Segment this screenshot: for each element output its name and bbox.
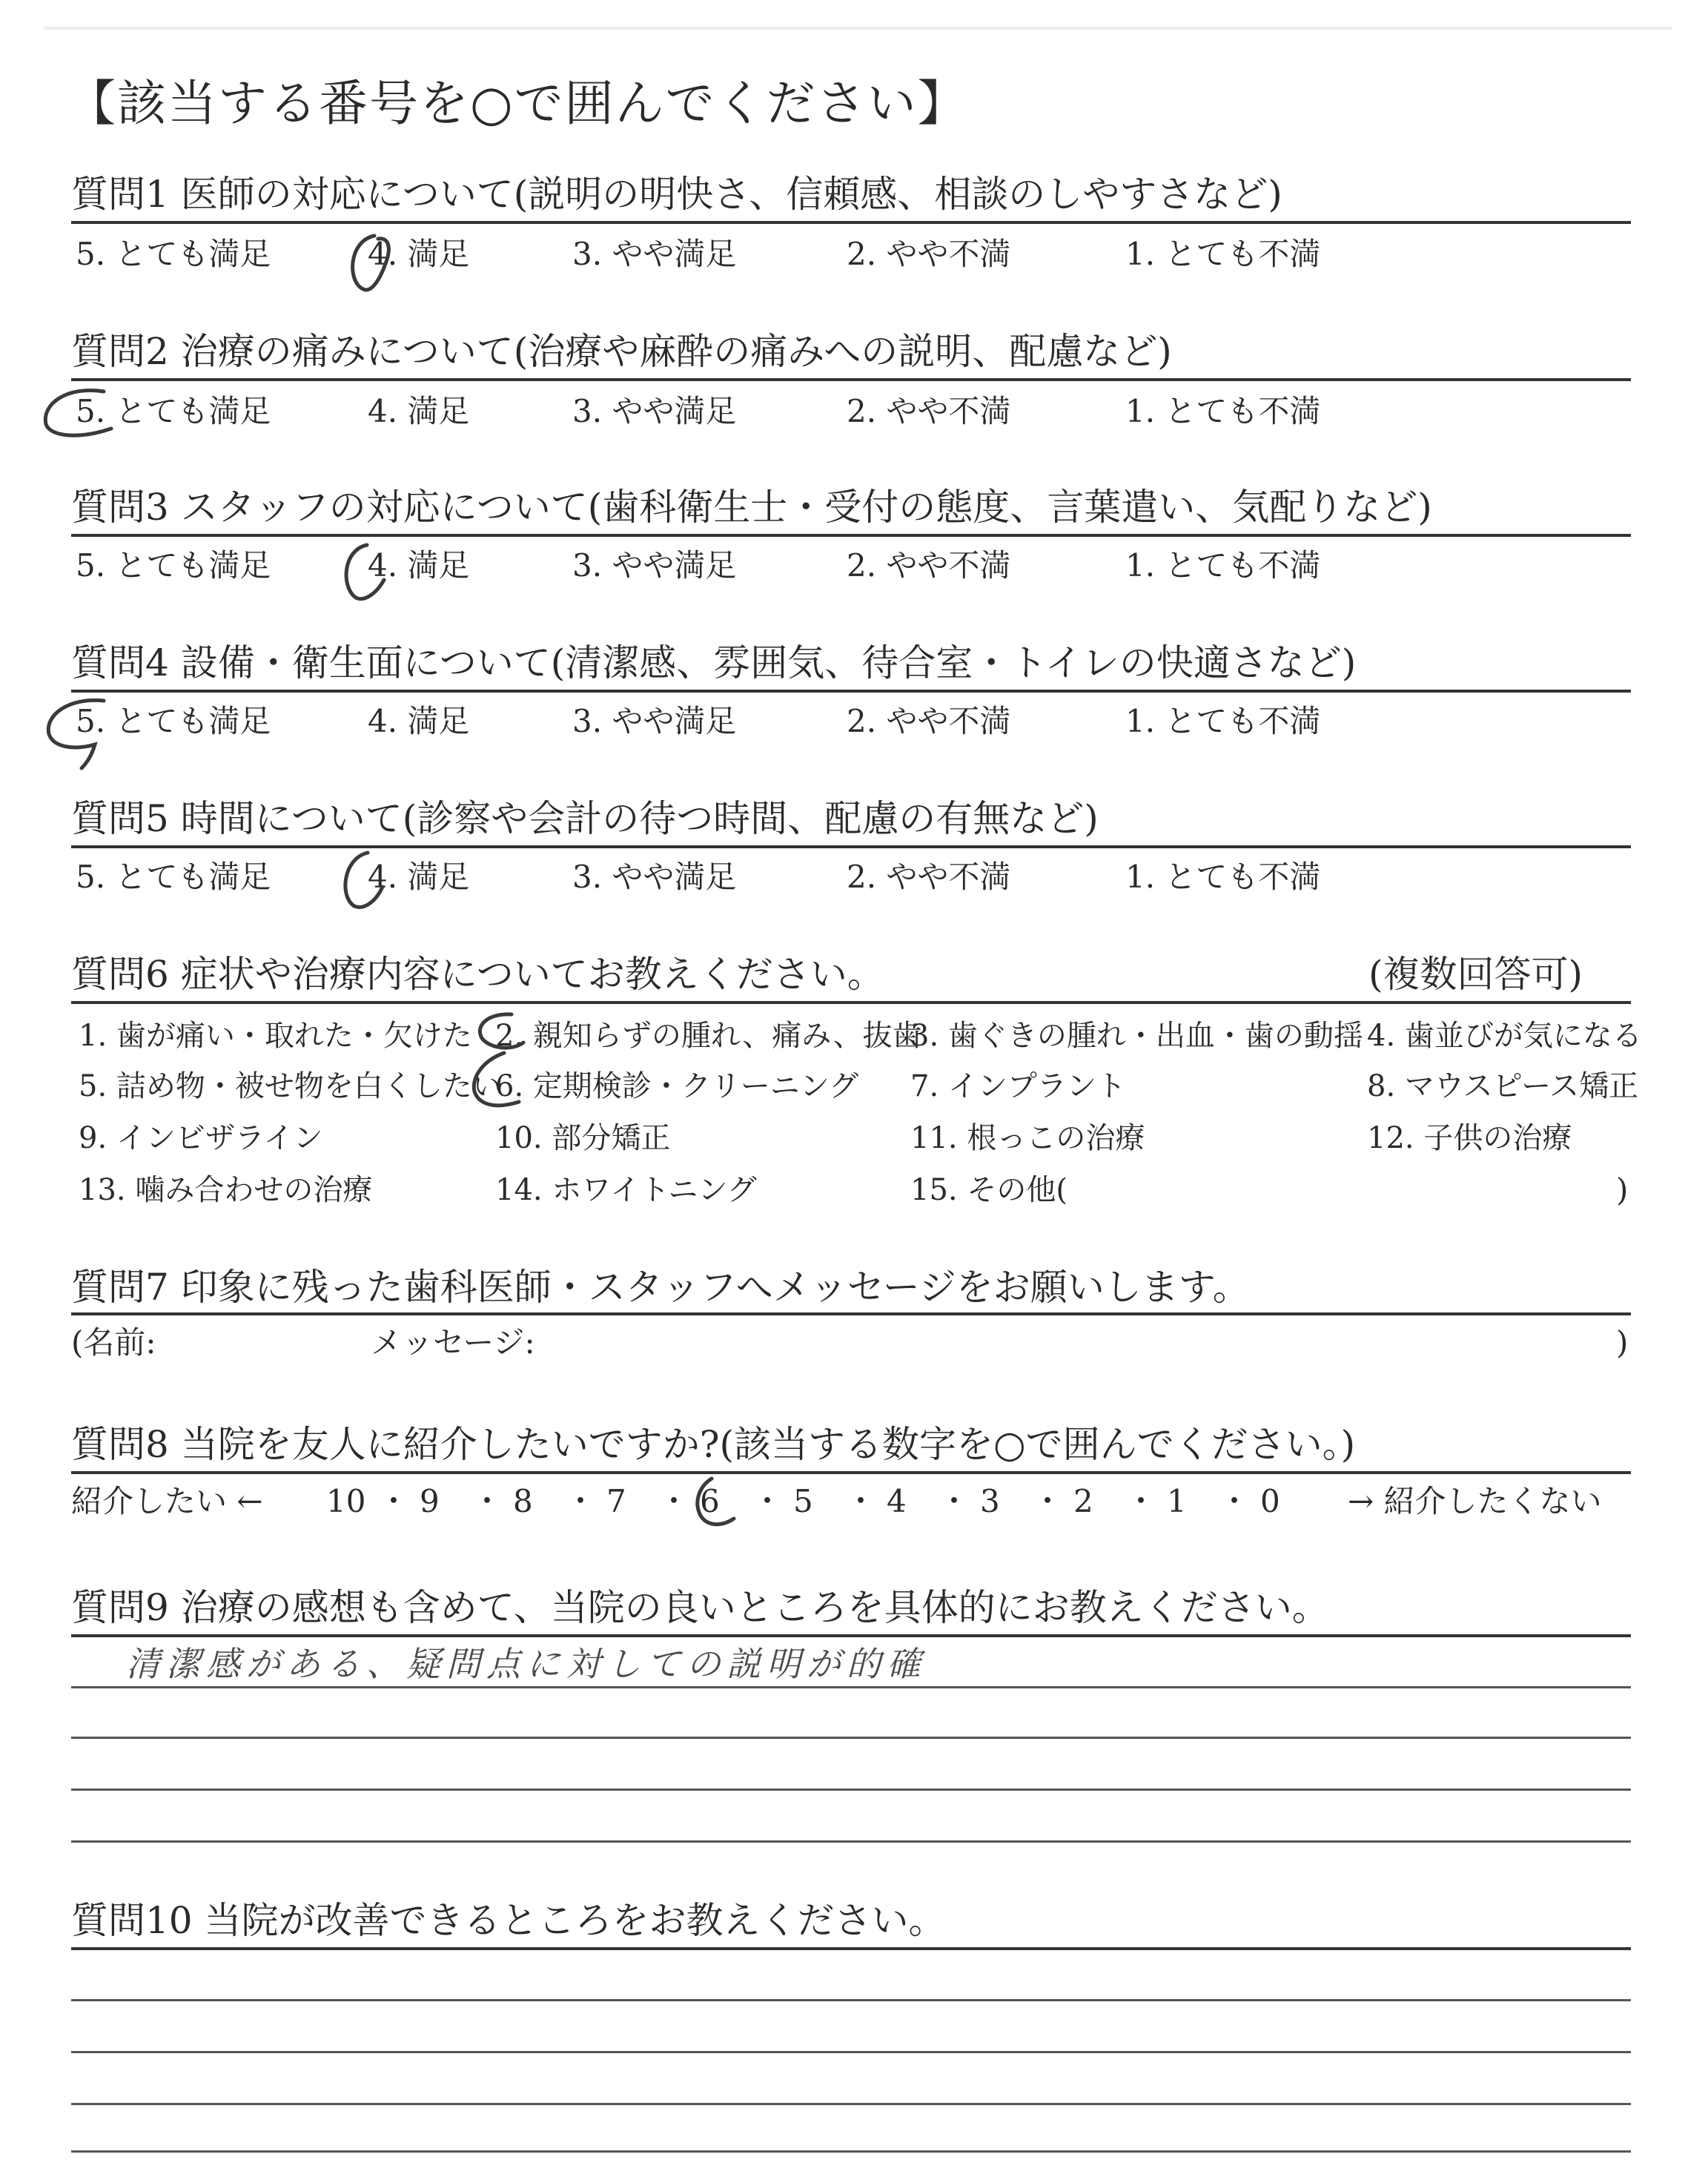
q4-option-2[interactable]: 2. やや不満	[847, 703, 1011, 739]
q6-option-4[interactable]: 4. 歯並びが気になる	[1367, 1019, 1642, 1053]
q8-scale-separator: ・	[845, 1483, 877, 1519]
q6-option-10[interactable]: 10. 部分矯正	[495, 1121, 671, 1155]
q6-option-1[interactable]: 1. 歯が痛い・取れた・欠けた	[79, 1019, 472, 1053]
q6-option-12[interactable]: 12. 子供の治療	[1367, 1121, 1572, 1155]
question-6-note: (複数回答可)	[1368, 953, 1583, 996]
q5-option-2[interactable]: 2. やや不満	[847, 859, 1011, 895]
q7-name-label: (名前:	[71, 1324, 156, 1361]
q4-option-3[interactable]: 3. やや満足	[572, 703, 737, 739]
question-9-rule	[71, 1634, 1631, 1637]
q6-option-3[interactable]: 3. 歯ぐきの腫れ・出血・歯の動揺	[910, 1019, 1363, 1053]
question-5-rule	[71, 845, 1631, 848]
q1-option-4[interactable]: 4. 満足	[368, 236, 470, 272]
scan-edge	[44, 27, 1672, 30]
q8-scale-value[interactable]: 10	[326, 1483, 366, 1519]
question-3-rule	[71, 534, 1631, 537]
question-6-title: 質問6 症状や治療内容についてお教えください。	[71, 953, 884, 996]
q3-option-5[interactable]: 5. とても満足	[76, 547, 271, 584]
q6-option-2[interactable]: 2. 親知らずの腫れ、痛み、抜歯	[495, 1019, 922, 1053]
q8-scale-separator: ・	[1032, 1483, 1064, 1519]
q3-option-2[interactable]: 2. やや不満	[847, 547, 1011, 584]
q8-scale-value[interactable]: 8	[513, 1483, 533, 1519]
q8-scale-value[interactable]: 3	[980, 1483, 1000, 1519]
question-8-title: 質問8 当院を友人に紹介したいですか?(該当する数字を○で囲んでください。)	[71, 1423, 1356, 1466]
q8-scale-value[interactable]: 7	[606, 1483, 626, 1519]
instruction-heading: 【該当する番号を○で囲んでください】	[67, 75, 968, 132]
question-1-rule	[71, 221, 1631, 224]
question-2-title: 質問2 治療の痛みについて(治療や麻酔の痛みへの説明、配慮など)	[71, 330, 1172, 373]
question-6-rule	[71, 1001, 1631, 1004]
q3-option-1[interactable]: 1. とても不満	[1125, 547, 1321, 584]
q6-option-14[interactable]: 14. ホワイトニング	[495, 1173, 757, 1207]
q1-option-5[interactable]: 5. とても満足	[76, 236, 271, 272]
q1-option-1[interactable]: 1. とても不満	[1125, 236, 1321, 272]
question-8-rule	[71, 1471, 1631, 1474]
q4-option-4[interactable]: 4. 満足	[368, 703, 470, 739]
q8-scale-separator: ・	[378, 1483, 410, 1519]
q2-option-5[interactable]: 5. とても満足	[76, 393, 271, 429]
q8-scale-separator: ・	[1125, 1483, 1157, 1519]
q8-scale-value[interactable]: 9	[420, 1483, 440, 1519]
q9-handwritten-answer[interactable]: 清潔感がある、疑問点に対しての説明が的確	[126, 1644, 927, 1684]
q6-option-15[interactable]: 15. その他(	[910, 1173, 1068, 1207]
q8-scale-value[interactable]: 4	[887, 1483, 907, 1519]
q6-option-8[interactable]: 8. マウスピース矯正	[1367, 1069, 1639, 1103]
q6-other-close-paren: )	[1616, 1172, 1629, 1208]
question-5-title: 質問5 時間について(診察や会計の待つ時間、配慮の有無など)	[71, 797, 1099, 840]
q2-option-4[interactable]: 4. 満足	[368, 393, 470, 429]
question-10-title: 質問10 当院が改善できるところをお教えください。	[71, 1899, 946, 1942]
q7-message-label: メッセージ:	[371, 1324, 535, 1361]
q4-option-1[interactable]: 1. とても不満	[1125, 703, 1321, 739]
q2-option-2[interactable]: 2. やや不満	[847, 393, 1011, 429]
q5-option-5[interactable]: 5. とても満足	[76, 859, 271, 895]
q6-option-9[interactable]: 9. インビザライン	[79, 1121, 323, 1155]
q6-option-7[interactable]: 7. インプラント	[910, 1069, 1126, 1103]
q5-option-3[interactable]: 3. やや満足	[572, 859, 737, 895]
question-1-title: 質問1 医師の対応について(説明の明快さ、信頼感、相談のしやすさなど)	[71, 173, 1282, 216]
q8-scale-separator: ・	[939, 1483, 970, 1519]
question-4-rule	[71, 690, 1631, 693]
q5-option-4[interactable]: 4. 満足	[368, 859, 470, 895]
q9-write-line	[71, 1686, 1631, 1688]
q6-option-5[interactable]: 5. 詰め物・被せ物を白くしたい	[79, 1069, 502, 1103]
q8-scale-separator: ・	[658, 1483, 690, 1519]
q6-option-13[interactable]: 13. 噛み合わせの治療	[79, 1173, 373, 1207]
q7-close-paren: )	[1616, 1324, 1629, 1361]
q10-write-line	[71, 1999, 1631, 2001]
q9-write-line	[71, 1840, 1631, 1843]
q10-write-line	[71, 2150, 1631, 2153]
q9-write-line	[71, 1737, 1631, 1739]
q8-scale-separator: ・	[1219, 1483, 1251, 1519]
question-7-rule	[71, 1312, 1631, 1315]
q4-option-5[interactable]: 5. とても満足	[76, 703, 271, 739]
q8-scale-value[interactable]: 5	[793, 1483, 813, 1519]
q8-right-label: → 紹介したくない	[1348, 1483, 1602, 1519]
q6-option-11[interactable]: 11. 根っこの治療	[910, 1121, 1145, 1155]
q9-write-line	[71, 1789, 1631, 1791]
question-3-title: 質問3 スタッフの対応について(歯科衛生士・受付の態度、言葉遣い、気配りなど)	[71, 486, 1432, 529]
q8-scale-separator: ・	[471, 1483, 503, 1519]
q8-scale-value[interactable]: 1	[1167, 1483, 1187, 1519]
q3-option-3[interactable]: 3. やや満足	[572, 547, 737, 584]
q8-scale-value[interactable]: 0	[1260, 1483, 1280, 1519]
q2-option-3[interactable]: 3. やや満足	[572, 393, 737, 429]
q3-option-4[interactable]: 4. 満足	[368, 547, 470, 584]
q1-option-2[interactable]: 2. やや不満	[847, 236, 1011, 272]
q10-write-line	[71, 2051, 1631, 2053]
q2-option-1[interactable]: 1. とても不満	[1125, 393, 1321, 429]
q8-scale-separator: ・	[752, 1483, 784, 1519]
question-7-title: 質問7 印象に残った歯科医師・スタッフへメッセージをお願いします。	[71, 1266, 1250, 1309]
question-2-rule	[71, 378, 1631, 381]
question-9-title: 質問9 治療の感想も含めて、当院の良いところを具体的にお教えください。	[71, 1586, 1329, 1629]
q8-scale-separator: ・	[565, 1483, 597, 1519]
q5-option-1[interactable]: 1. とても不満	[1125, 859, 1321, 895]
q1-option-3[interactable]: 3. やや満足	[572, 236, 737, 272]
q8-scale-value[interactable]: 2	[1073, 1483, 1093, 1519]
q6-option-6[interactable]: 6. 定期検診・クリーニング	[495, 1069, 859, 1103]
q8-left-label: 紹介したい ←	[71, 1483, 263, 1519]
question-10-rule	[71, 1947, 1631, 1950]
q10-write-line	[71, 2103, 1631, 2105]
question-4-title: 質問4 設備・衛生面について(清潔感、雰囲気、待合室・トイレの快適さなど)	[71, 641, 1357, 684]
q8-scale-value[interactable]: 6	[700, 1483, 720, 1519]
